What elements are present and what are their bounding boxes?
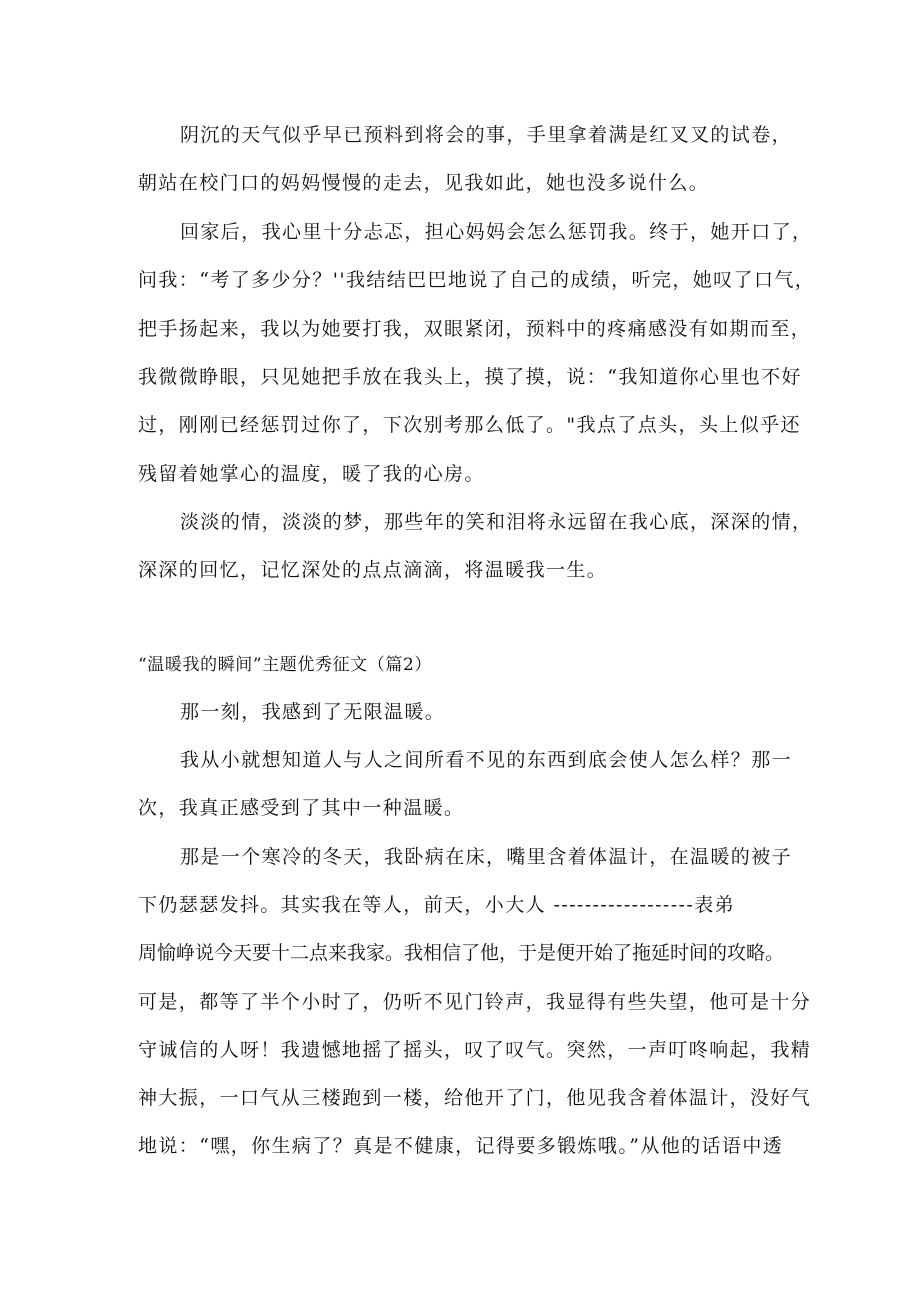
paragraph-5-line-1: 我从小就想知道人与人之间所看不见的东西到底会使人怎么样？那一 [180, 749, 793, 771]
section-title: “温暖我的瞬间”主题优秀征文（篇2） [138, 655, 432, 675]
paragraph-3-line-1: 淡淡的情，淡淡的梦，那些年的笑和泪将永远留在我心底，深深的情， [180, 511, 813, 533]
paragraph-2-line-2: 问我：“考了多少分？''我结结巴巴地说了自己的成绩，听完，她叹了口气， [138, 269, 816, 291]
paragraph-6-line-1: 那是一个寒冷的冬天，我卧病在床，嘴里含着体温计，在温暖的被子 [180, 846, 793, 868]
paragraph-4-line-1: 那一刻，我感到了无限温暖。 [180, 701, 446, 723]
paragraph-5-line-2: 次，我真正感受到了其中一种温暖。 [138, 797, 465, 819]
paragraph-6-line-2: 下仍瑟瑟发抖。其实我在等人，前天，小大人 ------------------表弟 [138, 894, 735, 916]
paragraph-2-line-1: 回家后，我心里十分忐忑，担心妈妈会怎么惩罚我。终于，她开口了， [180, 221, 813, 243]
paragraph-3-line-2: 深深的回忆，记忆深处的点点滴滴，将温暖我一生。 [138, 559, 608, 581]
paragraph-2-line-5: 过，刚刚已经惩罚过你了，下次别考那么低了。"我点了点头，头上似乎还 [138, 414, 801, 436]
paragraph-1-line-1: 阴沉的天气似乎早已预料到将会的事，手里拿着满是红叉叉的试卷， [180, 124, 793, 146]
paragraph-6-line-5: 守诚信的人呀！我遗憾地摇了摇头，叹了叹气。突然，一声叮咚响起，我精 [138, 1039, 812, 1061]
paragraph-6-line-6: 神大振，一口气从三楼跑到一楼，给他开了门，他见我含着体温计，没好气 [138, 1087, 812, 1109]
paragraph-6-line-7: 地说：“嘿，你生病了？真是不健康，记得要多锻炼哦。”从他的话语中透 [138, 1135, 784, 1157]
paragraph-6-line-4: 可是，都等了半个小时了，仍听不见门铃声，我显得有些失望，他可是十分 [138, 991, 812, 1013]
paragraph-6-line-3: 周愉峥说今天要十二点来我家。我相信了他，于是便开始了拖延时间的攻略。 [138, 942, 785, 964]
paragraph-2-line-6: 残留着她掌心的温度，暖了我的心房。 [138, 463, 485, 485]
paragraph-1-line-2: 朝站在校门口的妈妈慢慢的走去，见我如此，她也没多说什么。 [138, 172, 710, 194]
paragraph-2-line-3: 把手扬起来，我以为她要打我，双眼紧闭，预料中的疼痛感没有如期而至， [138, 318, 812, 340]
paragraph-2-line-4: 我微微睁眼，只见她把手放在我头上，摸了摸，说：“我知道你心里也不好 [138, 366, 802, 388]
